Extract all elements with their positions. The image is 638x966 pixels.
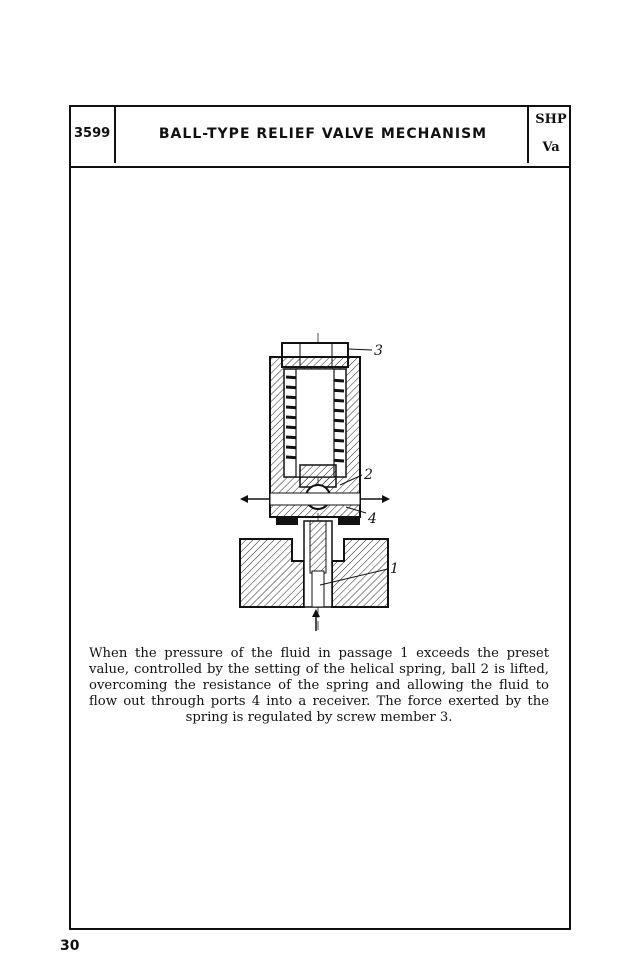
port-cavity: [270, 493, 360, 505]
base-block: [240, 539, 304, 607]
header-divider-right: [527, 105, 529, 163]
valve-diagram: [220, 325, 420, 635]
label-4: 4: [368, 511, 377, 527]
label-1: 1: [390, 561, 399, 577]
header-rule: [69, 166, 571, 168]
classification-top: SHP: [535, 112, 567, 127]
label-3: 3: [374, 343, 383, 359]
label-2: 2: [364, 467, 373, 483]
caption-text: When the pressure of the fluid in passage 1 exceeds the preset value, controlled by the setting of the helical spring, ball 2 is lifted, overcoming the resistance of the spring and allowing the fluid to flow out through ports 4 into a receiver. The force exerted by the spring is regulated by screw member 3.: [89, 646, 549, 725]
mechanism-code: 3599: [74, 126, 111, 141]
page-number: 30: [60, 938, 80, 954]
classification-bottom: Va: [542, 140, 560, 155]
plunger: [300, 465, 336, 487]
page-title: BALL-TYPE RELIEF VALVE MECHANISM: [158, 126, 488, 142]
